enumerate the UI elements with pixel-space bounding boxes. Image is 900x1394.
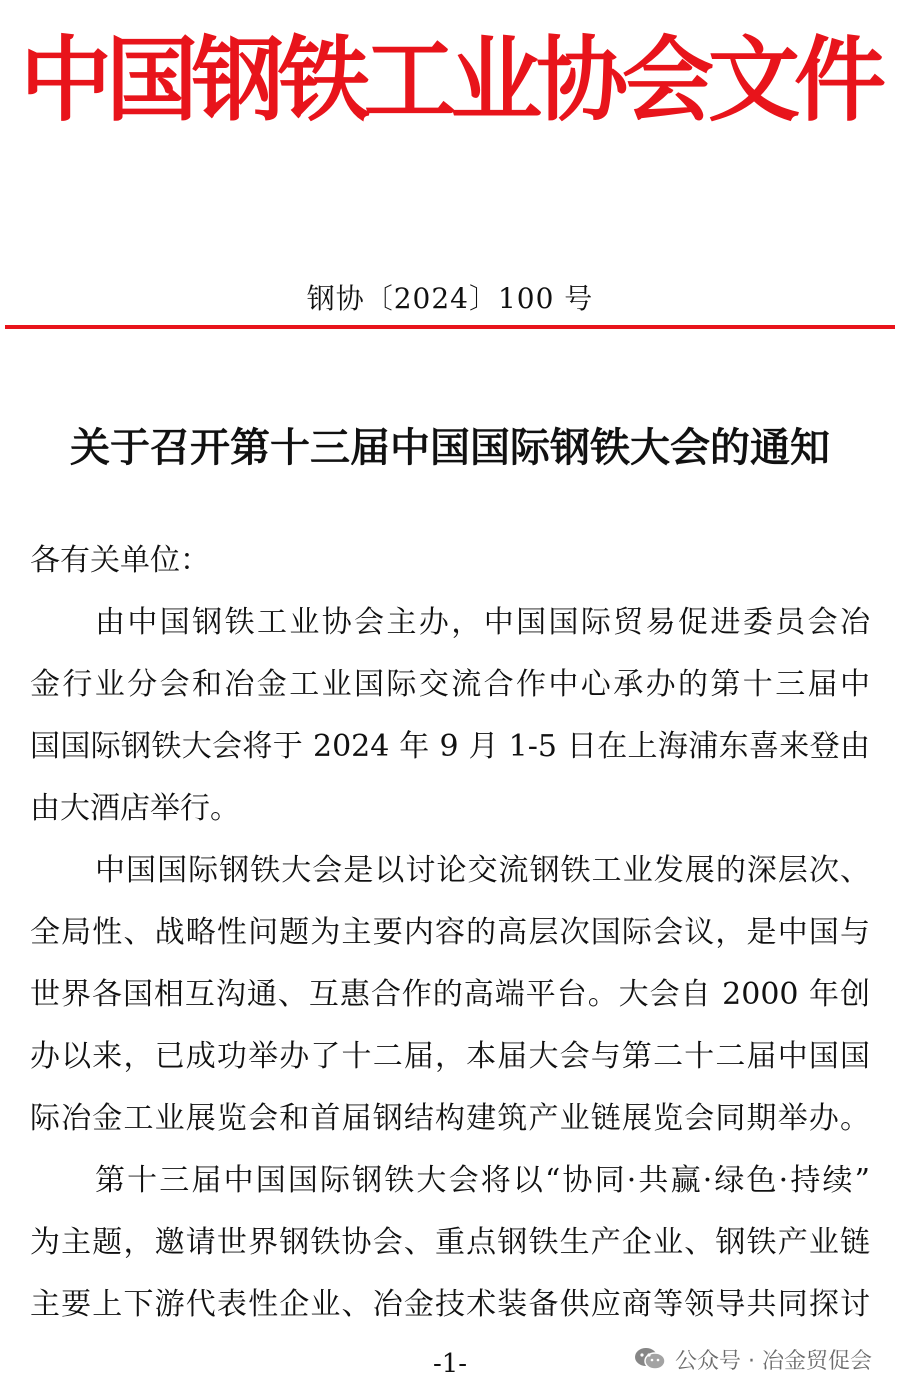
page-number: -1- — [432, 1349, 468, 1379]
body-line-11: 为主题，邀请世界钢铁协会、重点钢铁生产企业、钢铁产业链 — [30, 1225, 870, 1260]
body-line-10: 第十三届中国国际钢铁大会将以“协同·共赢·绿色·持续” — [95, 1163, 870, 1198]
body-line-6: 全局性、战略性问题为主要内容的高层次国际会议，是中国与 — [30, 915, 870, 950]
watermark-text: 公众号 · 冶金贸促会 — [675, 1348, 872, 1374]
document-title: 关于召开第十三届中国国际钢铁大会的通知 — [70, 425, 830, 471]
body-line-8: 办以来，已成功举办了十二届，本届大会与第二十二届中国国 — [30, 1039, 870, 1074]
body-line-1: 由中国钢铁工业协会主办，中国国际贸易促进委员会冶 — [95, 605, 870, 640]
wechat-watermark — [633, 1342, 872, 1376]
body-line-5: 中国国际钢铁大会是以讨论交流钢铁工业发展的深层次、 — [95, 853, 870, 888]
document-number: 钢协〔2024〕100 号 — [306, 282, 594, 315]
body-line-3: 国国际钢铁大会将于 2024 年 9 月 1-5 日在上海浦东喜来登由 — [30, 729, 870, 764]
salutation: 各有关单位： — [30, 543, 210, 578]
body-line-7: 世界各国相互沟通、互惠合作的高端平台。大会自 2000 年创 — [30, 977, 870, 1012]
wechat-icon — [633, 1346, 667, 1372]
body-line-9: 际冶金工业展览会和首届钢结构建筑产业链展览会同期举办。 — [30, 1101, 870, 1136]
document-masthead: 中国钢铁工业协会文件 — [19, 26, 880, 134]
body-line-12: 主要上下游代表性企业、冶金技术装备供应商等领导共同探讨 — [30, 1287, 870, 1322]
red-divider-line — [5, 325, 895, 329]
body-line-2: 金行业分会和冶金工业国际交流合作中心承办的第十三届中 — [30, 667, 870, 702]
body-line-4: 由大酒店举行。 — [30, 791, 240, 826]
